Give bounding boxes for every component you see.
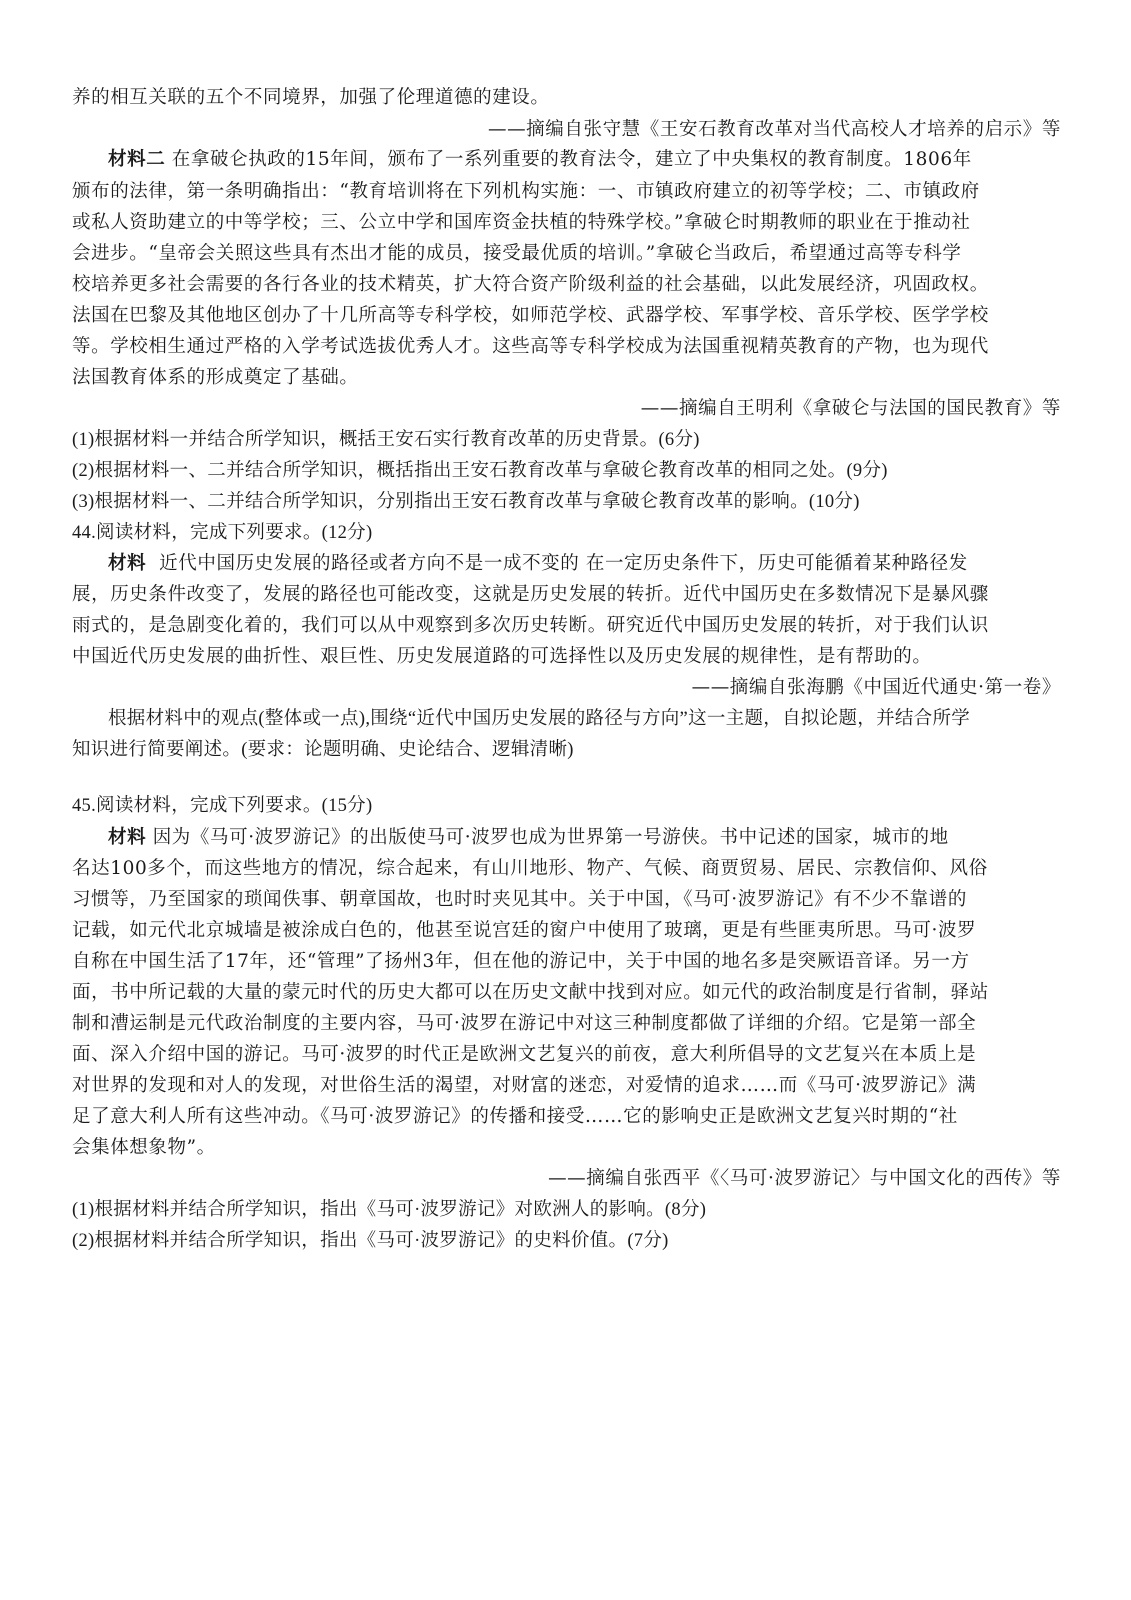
q44-task: 知识进行简要阐述。(要求：论题明确、史论结合、逻辑清晰) (72, 740, 574, 760)
q45-material-text: 因为《马可·波罗游记》的出版使马可·波罗也成为世界第一号游侠。书中记述的国家，城市的地 (152, 827, 949, 848)
question-43-1: (1)根据材料一并结合所学知识，概括王安石实行教育改革的历史背景。(6分) (72, 430, 700, 450)
q45-material-label: 材料 (108, 827, 147, 848)
q44-material-line: 中国近代历史发展的曲折性、艰巨性、历史发展道路的可选择性以及历史发展的规律性，是有帮助的。 (72, 646, 932, 667)
q45-material-line (108, 826, 1062, 850)
question-43-2: (2)根据材料一、二并结合所学知识，概括指出王安石教育改革与拿破仑教育改革的相同之处。(9分) (72, 461, 888, 481)
q45-material-line: 习惯等，乃至国家的琐闻佚事、朝章国故，也时时夹见其中。关于中国，《马可·波罗游记》有不少不靠谱的 (72, 889, 967, 910)
material-two-line: 或私人资助建立的中等学校；三、公立中学和国库资金扶植的特殊学校。”拿破仑时期教师的职业在于推动社 (72, 212, 971, 233)
q45-material-line: 会集体想象物”。 (72, 1137, 216, 1158)
q44-task: 根据材料中的观点(整体或一点),围绕“近代中国历史发展的路径与方向”这一主题，自拟论题，并结合所学 (108, 709, 971, 729)
material-two-line: 法国教育体系的形成奠定了基础。 (72, 367, 359, 388)
material-two-label: 材料二 (108, 149, 166, 170)
question-45-1: (1)根据材料并结合所学知识，指出《马可·波罗游记》对欧洲人的影响。(8分) (72, 1200, 707, 1220)
q45-material-line: 名达100多个，而这些地方的情况，综合起来，有山川地形、物产、气候、商贾贸易、居民、宗教信仰、风俗 (72, 858, 988, 879)
material-two-line (108, 148, 1062, 172)
material-one-ending: 养的相互关联的五个不同境界，加强了伦理道德的建设。 (72, 87, 550, 108)
question-43-3: (3)根据材料一、二并结合所学知识，分别指出王安石教育改革与拿破仑教育改革的影响。(10分) (72, 492, 860, 512)
q44-material-line: 展，历史条件改变了，发展的路径也可能改变，这就是历史发展的转折。近代中国历史在多数情况下是暴风骤 (72, 584, 989, 605)
q45-material-line: 记载，如元代北京城墙是被涂成白色的，他甚至说宫廷的窗户中使用了玻璃，更是有些匪夷所思。马可·波罗 (72, 920, 977, 941)
material-two-line: 校培养更多社会需要的各行各业的技术精英，扩大符合资产阶级利益的社会基础，以此发展经济，巩固政权。 (72, 274, 989, 295)
q45-material-line: 足了意大利人所有这些冲动。《马可·波罗游记》的传播和接受……它的影响史正是欧洲文艺复兴时期的“社 (72, 1106, 958, 1127)
q45-material-line: 面、深入介绍中国的游记。马可·波罗的时代正是欧洲文艺复兴的前夜，意大利所倡导的文艺复兴在本质上是 (72, 1044, 977, 1065)
q44-material-label: 材料 (108, 553, 147, 574)
question-45-title: 45.阅读材料，完成下列要求。(15分) (72, 796, 373, 816)
q44-material-line (108, 552, 1062, 576)
material-two-line: 颁布的法律，第一条明确指出：“教育培训将在下列机构实施：一、市镇政府建立的初等学校；二、市镇政府 (72, 181, 980, 202)
material-two-source: ——摘编自王明利《拿破仑与法国的国民教育》等 (640, 398, 1061, 419)
q45-material-line: 自称在中国生活了17年，还“管理”了扬州3年，但在他的游记中，关于中国的地名多是突厥语音译。另一方 (72, 951, 970, 972)
q45-material-line: 对世界的发现和对人的发现，对世俗生活的渴望，对财富的迷恋，对爱情的追求……而《马可·波罗游记》满 (72, 1075, 977, 1096)
material-two-line: 会进步。“皇帝会关照这些具有杰出才能的成员，接受最优质的培训。”拿破仑当政后，希望通过高等专科学 (72, 243, 962, 264)
material-one-source: ——摘编自张守慧《王安石教育改革对当代高校人才培养的启示》等 (487, 119, 1061, 140)
q45-material-line: 面，书中所记载的大量的蒙元时代的历史大都可以在历史文献中找到对应。如元代的政治制度是行省制，驿站 (72, 982, 989, 1003)
material-two-line: 等。学校相生通过严格的入学考试选拔优秀人才。这些高等专科学校成为法国重视精英教育的产物，也为现代 (72, 336, 989, 357)
q44-material-line: 雨式的，是急剧变化着的，我们可以从中观察到多次历史转断。研究近代中国历史发展的转折，对于我们认识 (72, 615, 989, 636)
q45-source: ——摘编自张西平《〈马可·波罗游记〉与中国文化的西传》等 (548, 1168, 1061, 1189)
material-two-line: 法国在巴黎及其他地区创办了十几所高等专科学校，如师范学校、武器学校、军事学校、音乐学校、医学学校 (72, 305, 989, 326)
q44-source: ——摘编自张海鹏《中国近代通史·第一卷》 (691, 677, 1061, 698)
question-45-2: (2)根据材料并结合所学知识，指出《马可·波罗游记》的史料价值。(7分) (72, 1231, 669, 1251)
q44-material-text: 近代中国历史发展的路径或者方向不是一成不变的 在一定历史条件下，历史可能循着某种路径发 (159, 553, 968, 574)
q45-material-line: 制和漕运制是元代政治制度的主要内容，马可·波罗在游记中对这三种制度都做了详细的介绍。它是第一部全 (72, 1013, 977, 1034)
question-44-title: 44.阅读材料，完成下列要求。(12分) (72, 523, 373, 543)
material-two-text: 在拿破仑执政的15年间，颁布了一系列重要的教育法令，建立了中央集权的教育制度。1806年 (171, 149, 972, 170)
